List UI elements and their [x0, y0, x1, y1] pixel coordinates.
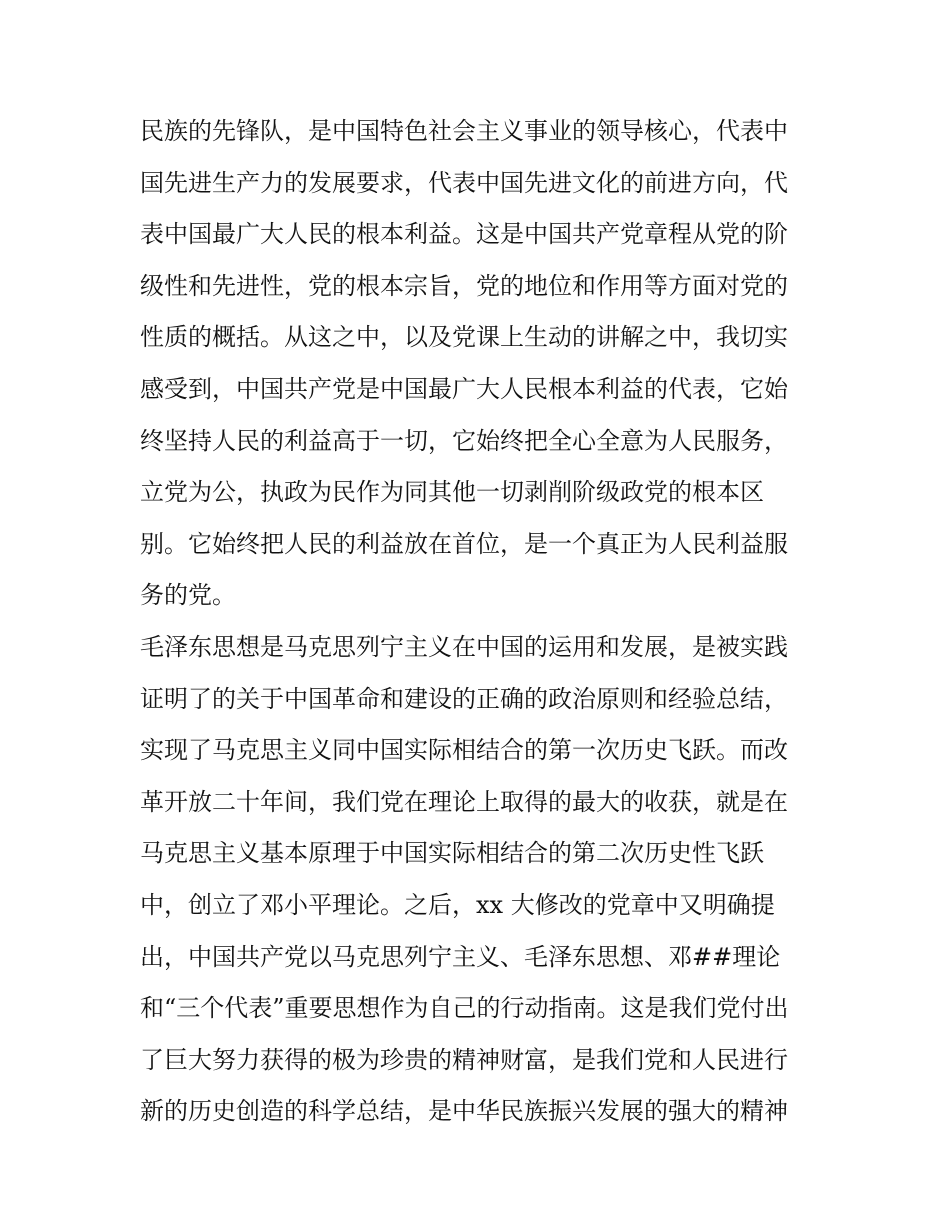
- text-line: 务的党。: [140, 581, 236, 610]
- text-line: 表中国最广大人民的根本利益。这是中国共产党章程从党的阶: [140, 220, 788, 249]
- text-line: 革开放二十年间，我们党在理论上取得的最大的收获，就是在: [140, 787, 788, 816]
- text-line: 了巨大努力获得的极为珍贵的精神财富，是我们党和人民进行: [140, 1045, 788, 1074]
- body-text: [140, 106, 820, 1138]
- text-line: 马克思主义基本原理于中国实际相结合的第二次历史性飞跃: [140, 839, 764, 868]
- text-line: 实现了马克思主义同中国实际相结合的第一次历史飞跃。而改: [140, 736, 788, 765]
- text-line: 证明了的关于中国革命和建设的正确的政治原则和经验总结，: [140, 684, 788, 713]
- text-line: 和“三个代表”重要思想作为自己的行动指南。这是我们党付出: [140, 994, 789, 1023]
- text-line: 级性和先进性，党的根本宗旨，党的地位和作用等方面对党的: [140, 271, 788, 300]
- text-line: 别。它始终把人民的利益放在首位，是一个真正为人民利益服: [140, 529, 788, 558]
- text-line: 民族的先锋队，是中国特色社会主义事业的领导核心，代表中: [140, 117, 788, 145]
- text-line: 毛泽东思想是马克思列宁主义在中国的运用和发展，是被实践: [140, 632, 788, 661]
- text-line: 立党为公，执政为民作为同其他一切剥削阶级政党的根本区: [140, 478, 764, 507]
- text-line: 性质的概括。从这之中，以及党课上生动的讲解之中，我切实: [140, 323, 788, 352]
- text-line: 国先进生产力的发展要求，代表中国先进文化的前进方向，代: [140, 168, 788, 197]
- text-line: 终坚持人民的利益高于一切，它始终把全心全意为人民服务，: [140, 426, 788, 455]
- text-line: 新的历史创造的科学总结，是中华民族振兴发展的强大的精神: [140, 1097, 788, 1126]
- text-line: 感受到，中国共产党是中国最广大人民根本利益的代表，它始: [140, 374, 788, 403]
- text-line: 中，创立了邓小平理论。之后，xx 大修改的党章中又明确提: [140, 890, 775, 919]
- text-line: 出，中国共产党以马克思列宁主义、毛泽东思想、邓##理论: [140, 942, 781, 971]
